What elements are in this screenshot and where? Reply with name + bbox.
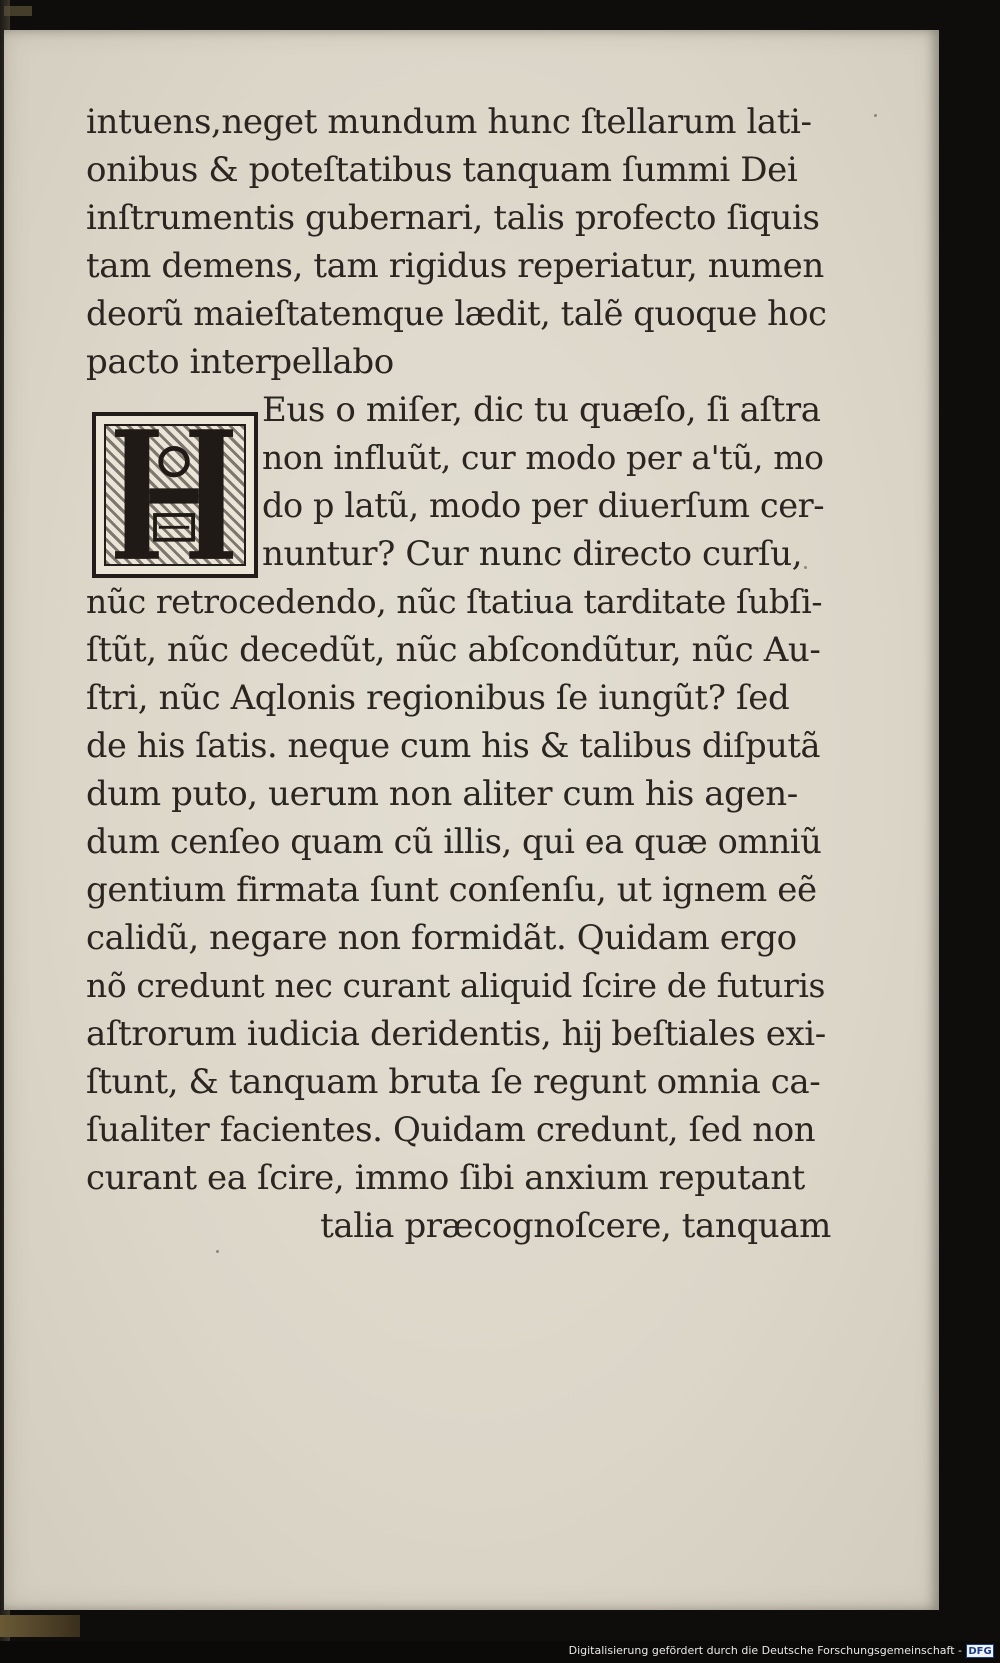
text-line: calidũ, negare non formidãt. Quidam ergo xyxy=(86,918,797,958)
catchline: talia præcognoſcere, tanquam xyxy=(320,1206,831,1246)
text-line: nõ credunt nec curant aliquid ſcire de futuris xyxy=(86,966,826,1005)
text-line: gentium firmata ſunt conſenſu, ut ignem eẽ xyxy=(86,870,817,910)
text-line-beside-initial: nuntur? Cur nunc directo curſu, xyxy=(262,534,803,574)
paper-speck xyxy=(216,1250,219,1253)
text-line: onibus & poteſtatibus tanquam ſummi Dei xyxy=(86,150,798,190)
text-line-beside-initial: Eus o miſer, dic tu quæſo, ſi aſtra xyxy=(262,390,821,430)
text-line: intuens,neget mundum hunc ſtellarum lati- xyxy=(86,102,812,142)
text-line: ſtũt, nũc decedũt, nũc abſcondũtur, nũc Au- xyxy=(86,630,821,670)
text-line: dum cenſeo quam cũ illis, qui ea quæ omniũ xyxy=(86,822,822,861)
text-line: dum puto, uerum non aliter cum his agen- xyxy=(86,774,798,814)
text-line: curant ea ſcire, immo ſibi anxium reputant xyxy=(86,1158,805,1198)
text-line: nũc retrocedendo, nũc ſtatiua tarditate ſubſi- xyxy=(86,582,823,621)
text-line: ſtri, nũc Aqlonis regionibus ſe iungũt? ſed xyxy=(86,678,790,718)
text-line: ſtunt, & tanquam bruta ſe regunt omnia ca- xyxy=(86,1062,821,1102)
text-line: inſtrumentis gubernari, talis profecto ſiquis xyxy=(86,198,820,238)
page-text xyxy=(86,98,831,1250)
text-line: ſualiter facientes. Quidam credunt, ſed non xyxy=(86,1110,816,1150)
dfg-logo-icon: DFG xyxy=(966,1644,994,1658)
text-line: aſtrorum iudicia deridentis, hĳ beſtiales exi- xyxy=(86,1014,826,1054)
digitization-footer xyxy=(0,1641,1000,1663)
text-line-beside-initial: non influũt, cur modo per a'tũ, mo xyxy=(262,438,824,477)
text-line: pacto interpellabo xyxy=(86,342,394,382)
bottom-edge-strip xyxy=(0,1615,80,1637)
text-line: de his ſatis. neque cum his & talibus diſputã xyxy=(86,726,821,765)
text-line: tam demens, tam rigidus reperiatur, numen xyxy=(86,246,824,286)
paper-speck xyxy=(874,114,877,117)
corner-mark xyxy=(4,6,32,16)
text-line-beside-initial: do p latũ, modo per diuerſum cer- xyxy=(262,486,825,525)
text-line: deorũ maieſtatemque lædit, talẽ quoque hoc xyxy=(86,294,827,333)
funding-credit: Digitalisierung gefördert durch die Deutsche Forschungsgemeinschaft - xyxy=(568,1644,962,1657)
